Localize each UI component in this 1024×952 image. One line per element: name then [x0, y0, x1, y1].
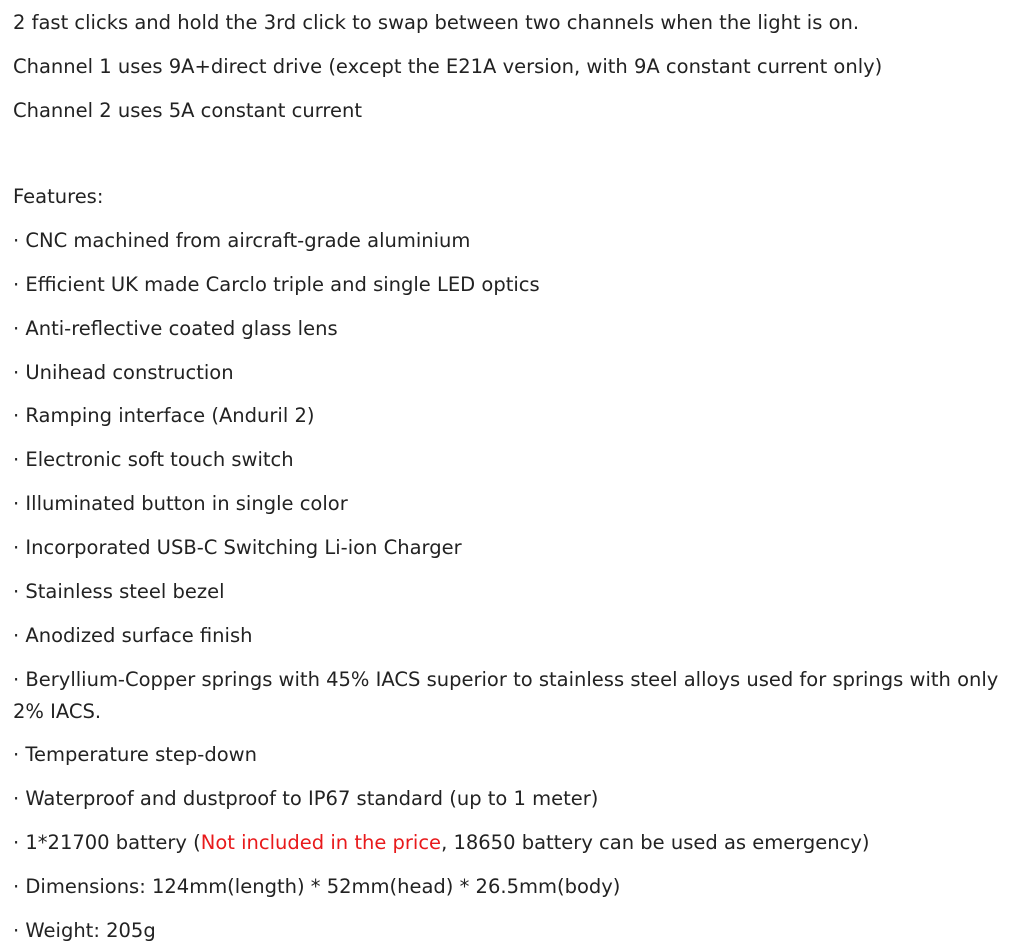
battery-text-suffix: , 18650 battery can be used as emergency) — [441, 831, 870, 854]
channel-2-description: Channel 2 uses 5A constant current — [13, 99, 362, 122]
channel-1-description: Channel 1 uses 9A+direct drive (except the E21A version, with 9A constant current only) — [13, 55, 883, 78]
feature-item: · Incorporated USB-C Switching Li-ion Charger — [13, 536, 462, 559]
feature-item: · CNC machined from aircraft-grade aluminium — [13, 229, 471, 252]
feature-item-battery — [13, 827, 1008, 859]
not-included-warning: Not included in the price — [200, 831, 442, 854]
feature-item: · Temperature step-down — [13, 743, 257, 766]
feature-item: · Waterproof and dustproof to IP67 standard (up to 1 meter) — [13, 787, 599, 810]
feature-item: · Electronic soft touch switch — [13, 448, 294, 471]
channel-swap-instruction: 2 fast clicks and hold the 3rd click to swap between two channels when the light is on. — [13, 11, 860, 34]
feature-item: · Anodized surface finish — [13, 624, 253, 647]
feature-item: · Illuminated button in single color — [13, 492, 348, 515]
feature-item: · Anti-reflective coated glass lens — [13, 317, 338, 340]
features-heading: Features: — [13, 185, 104, 208]
feature-item: · Beryllium-Copper springs with 45% IACS superior to stainless steel alloys used for springs with only 2% IACS. — [13, 668, 999, 723]
feature-item: · Ramping interface (Anduril 2) — [13, 404, 315, 427]
feature-item: · Unihead construction — [13, 361, 234, 384]
feature-item: · Efficient UK made Carclo triple and single LED optics — [13, 273, 540, 296]
feature-item: · Weight: 205g — [13, 919, 156, 942]
battery-text: · 1*21700 battery ( — [13, 831, 201, 854]
feature-item: · Stainless steel bezel — [13, 580, 225, 603]
feature-item: · Dimensions: 124mm(length) * 52mm(head) * 26.5mm(body) — [13, 875, 621, 898]
